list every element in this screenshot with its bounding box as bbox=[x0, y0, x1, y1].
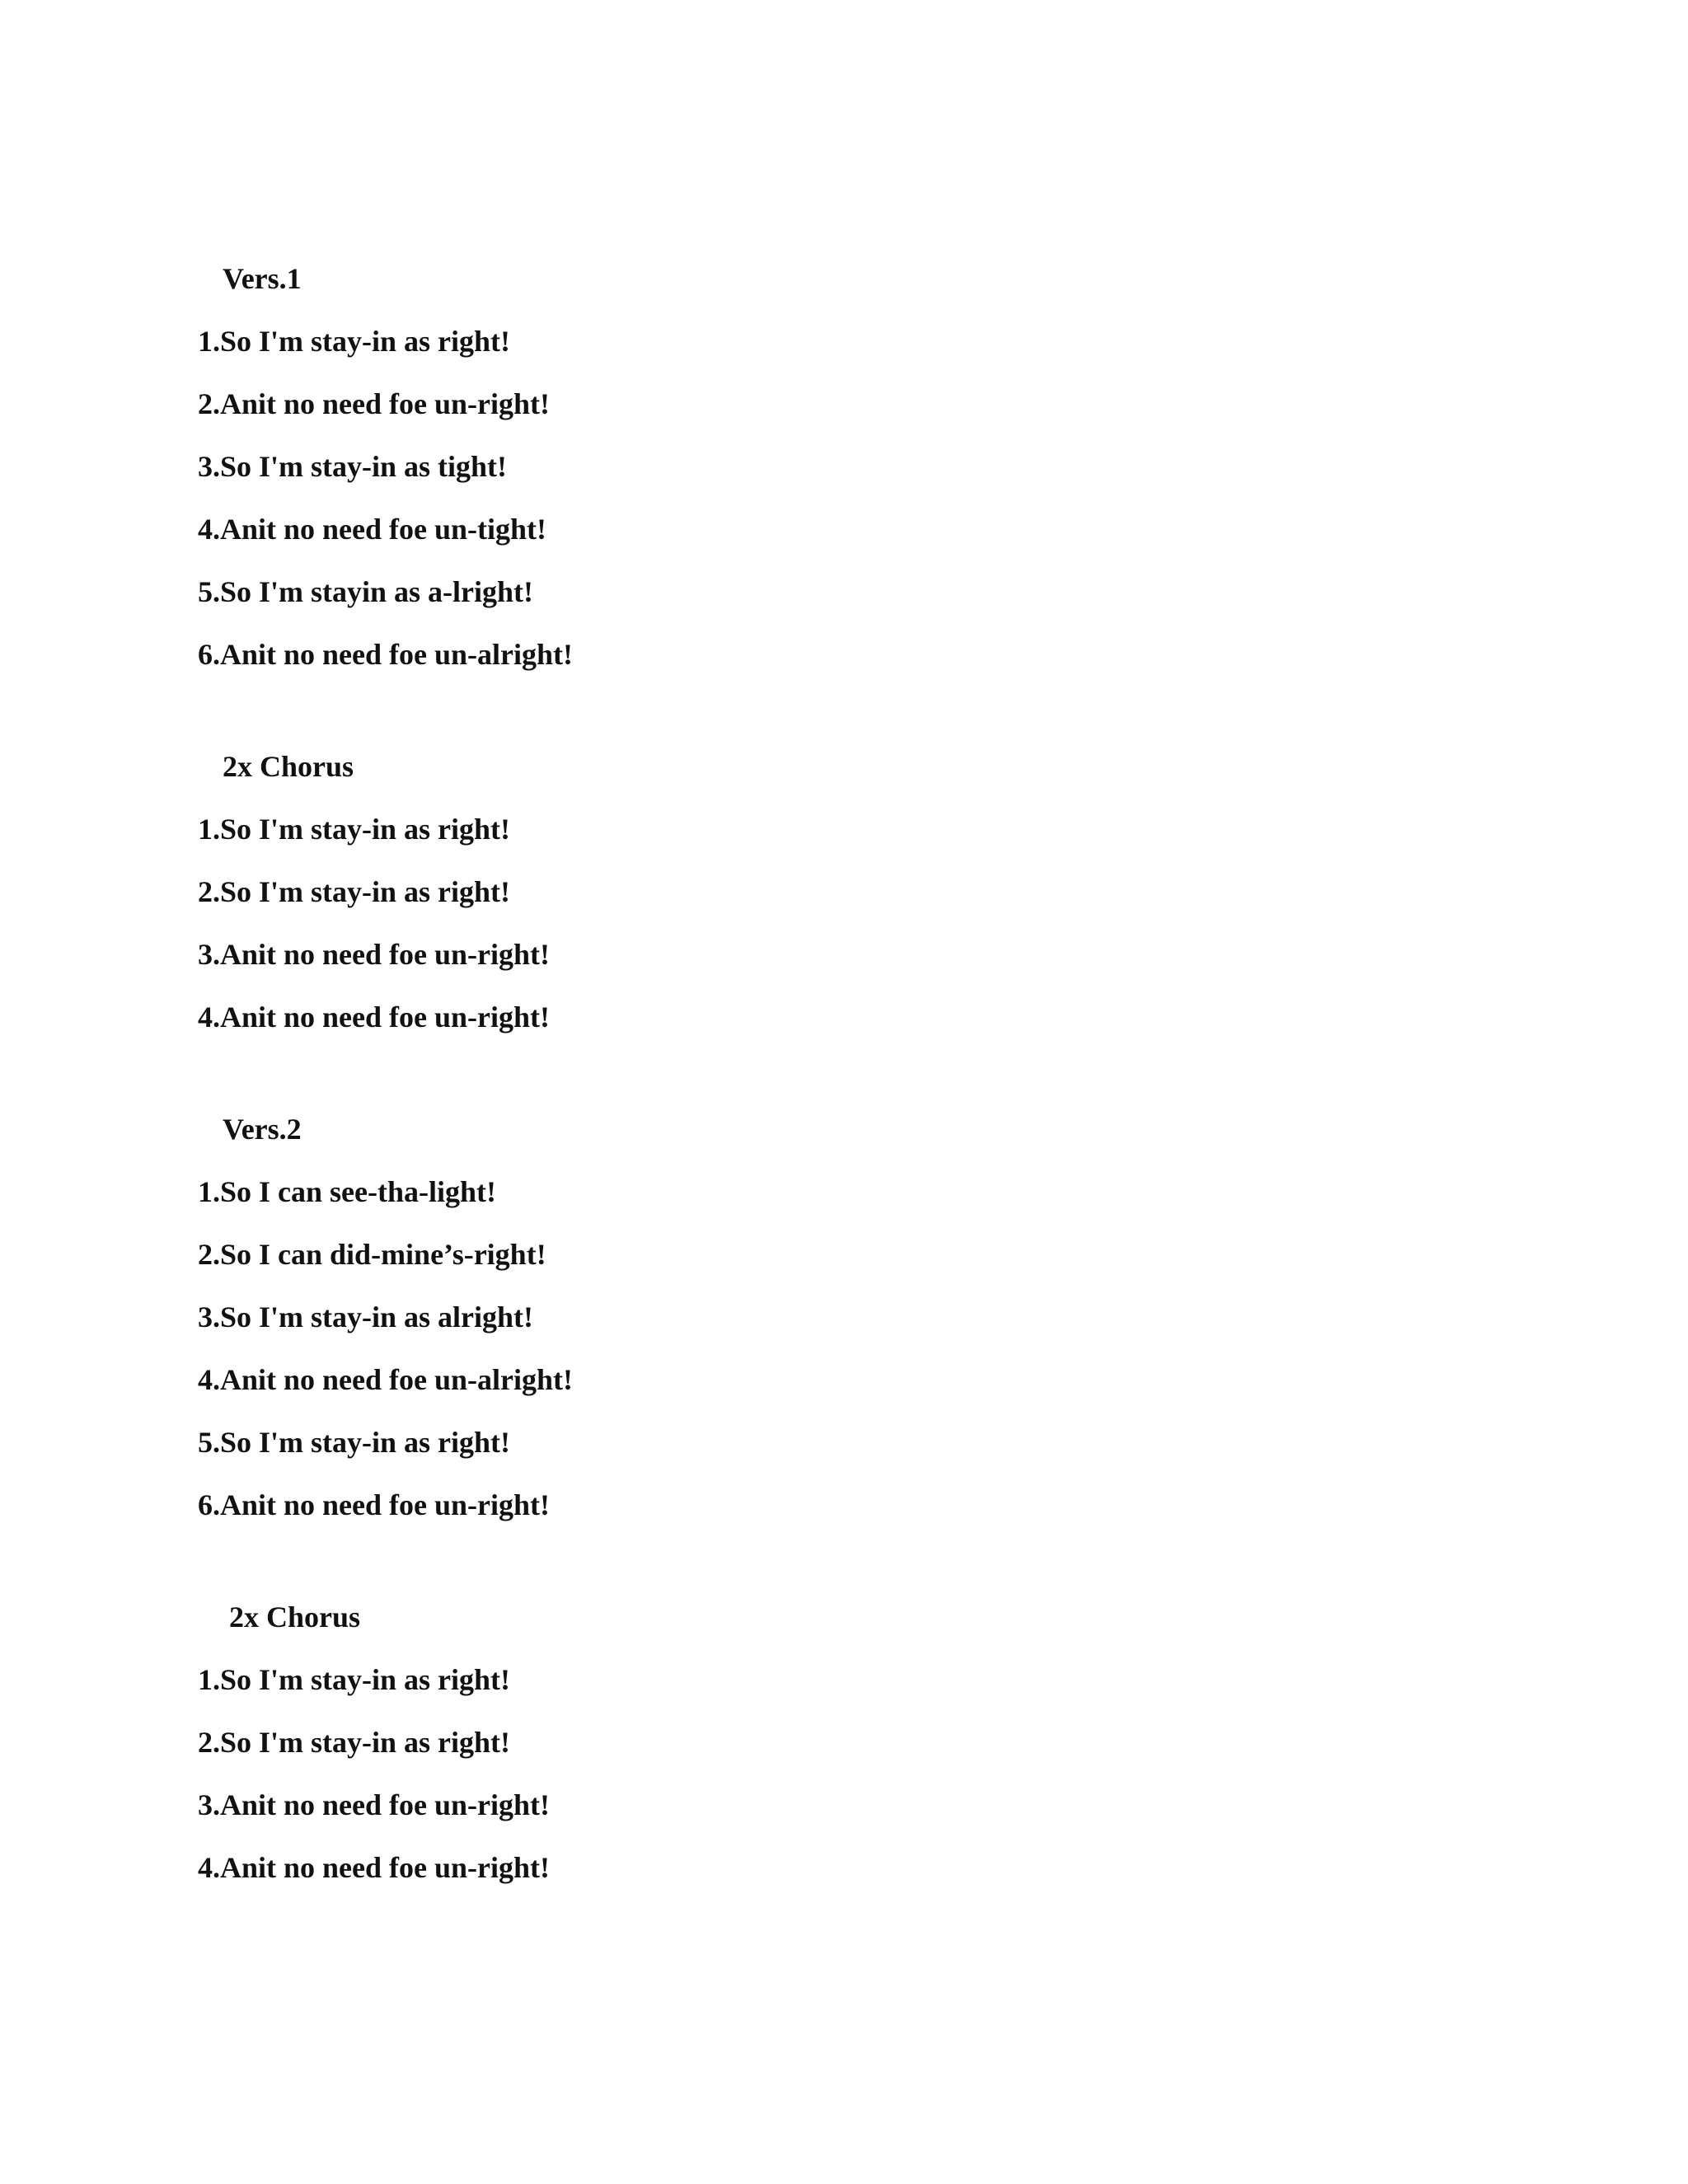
section-heading: Vers.2 bbox=[223, 1113, 302, 1146]
lyric-line: 4.Anit no need foe un-tight! bbox=[198, 513, 547, 546]
lyric-line: 6.Anit no need foe un-right! bbox=[198, 1488, 551, 1521]
chorus-2-section bbox=[198, 1592, 1434, 1892]
chorus-1-section bbox=[198, 742, 1434, 1042]
lyric-line: 4.Anit no need foe un-right! bbox=[198, 1001, 551, 1033]
lyric-line: 1.So I can see-tha-light! bbox=[198, 1175, 496, 1208]
lyric-line: 6.Anit no need foe un-alright! bbox=[198, 638, 574, 671]
verse-1-section bbox=[198, 254, 1434, 679]
lyric-line: 3.So I'm stay-in as tight! bbox=[198, 450, 508, 483]
lyric-line: 3.Anit no need foe un-right! bbox=[198, 938, 551, 971]
section-heading: 2x Chorus bbox=[223, 750, 354, 783]
section-heading: Vers.1 bbox=[223, 262, 302, 295]
lyric-line: 2.So I can did-mine’s-right! bbox=[198, 1238, 546, 1271]
lyrics-body bbox=[198, 254, 1434, 1892]
lyric-line: 2.So I'm stay-in as right! bbox=[198, 1726, 511, 1759]
lyric-line: 3.So I'm stay-in as alright! bbox=[198, 1301, 534, 1333]
lyric-line: 4.Anit no need foe un-alright! bbox=[198, 1363, 574, 1396]
lyric-line: 4.Anit no need foe un-right! bbox=[198, 1851, 551, 1884]
lyric-line: 1.So I'm stay-in as right! bbox=[198, 1663, 511, 1696]
lyric-line: 1.So I'm stay-in as right! bbox=[198, 813, 511, 846]
lyric-line: 5.So I'm stay-in as right! bbox=[198, 1426, 511, 1459]
verse-2-section bbox=[198, 1104, 1434, 1530]
lyric-line: 2.Anit no need foe un-right! bbox=[198, 387, 551, 420]
lyric-line: 1.So I'm stay-in as right! bbox=[198, 325, 511, 358]
lyric-line: 3.Anit no need foe un-right! bbox=[198, 1788, 551, 1821]
lyric-line: 2.So I'm stay-in as right! bbox=[198, 875, 511, 908]
section-heading: 2x Chorus bbox=[229, 1601, 361, 1633]
lyric-line: 5.So I'm stayin as a-lright! bbox=[198, 575, 534, 608]
